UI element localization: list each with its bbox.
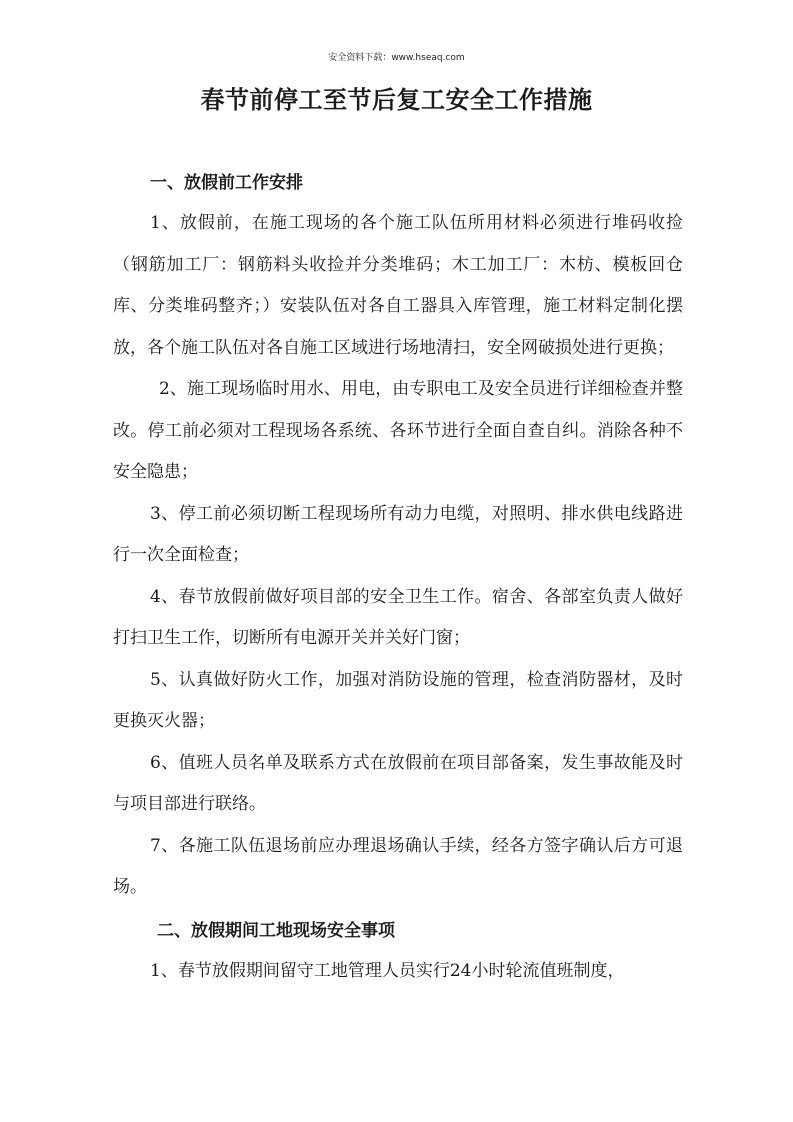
document-title: 春节前停工至节后复工安全工作措施 [200, 85, 593, 114]
paragraph-item-3: 3、停工前必须切断工程现场所有动力电缆，对照明、排水供电线路进行一次全面检查； [113, 503, 683, 565]
section-heading-holiday-period: 二、放假期间工地现场安全事项 [157, 920, 395, 941]
paragraph-item-1: 1、放假前，在施工现场的各个施工队伍所用材料必须进行堆码收捡（钢筋加工厂：钢筋料头收捡并分类堆码；木工加工厂：木枋、模板回仓库、分类堆码整齐；）安装队伍对各自工器具入库管理，施工材料定制化摆放，各个施工队伍对各自施工区域进行场地清扫，安全网破损处进行更换； [113, 213, 683, 358]
header-source-note: 安全资料下载：www.hseaq.com [328, 53, 465, 63]
paragraph-item-5: 5、认真做好防火工作，加强对消防设施的管理，检查消防器材，及时更换灭火器； [113, 669, 683, 731]
section-heading-pre-holiday: 一、放假前工作安排 [150, 173, 303, 193]
document-body [113, 163, 683, 992]
paragraph-item-2: 2、施工现场临时用水、用电，由专职电工及安全员进行详细检查并整改。停工前必须对工程现场各系统、各环节进行全面自查自纠。消除各种不安全隐患； [113, 379, 683, 482]
paragraph-item-7: 7、各施工队伍退场前应办理退场确认手续，经各方签字确认后方可退场。 [113, 835, 683, 897]
paragraph-holiday-item-1: 1、春节放假期间留守工地管理人员实行24小时轮流值班制度， [150, 960, 625, 981]
paragraph-item-4: 4、春节放假前做好项目部的安全卫生工作。宿舍、各部室负责人做好打扫卫生工作，切断所有电源开关并关好门窗； [113, 586, 683, 648]
paragraph-item-6: 6、值班人员名单及联系方式在放假前在项目部备案，发生事故能及时与项目部进行联络。 [113, 752, 683, 814]
